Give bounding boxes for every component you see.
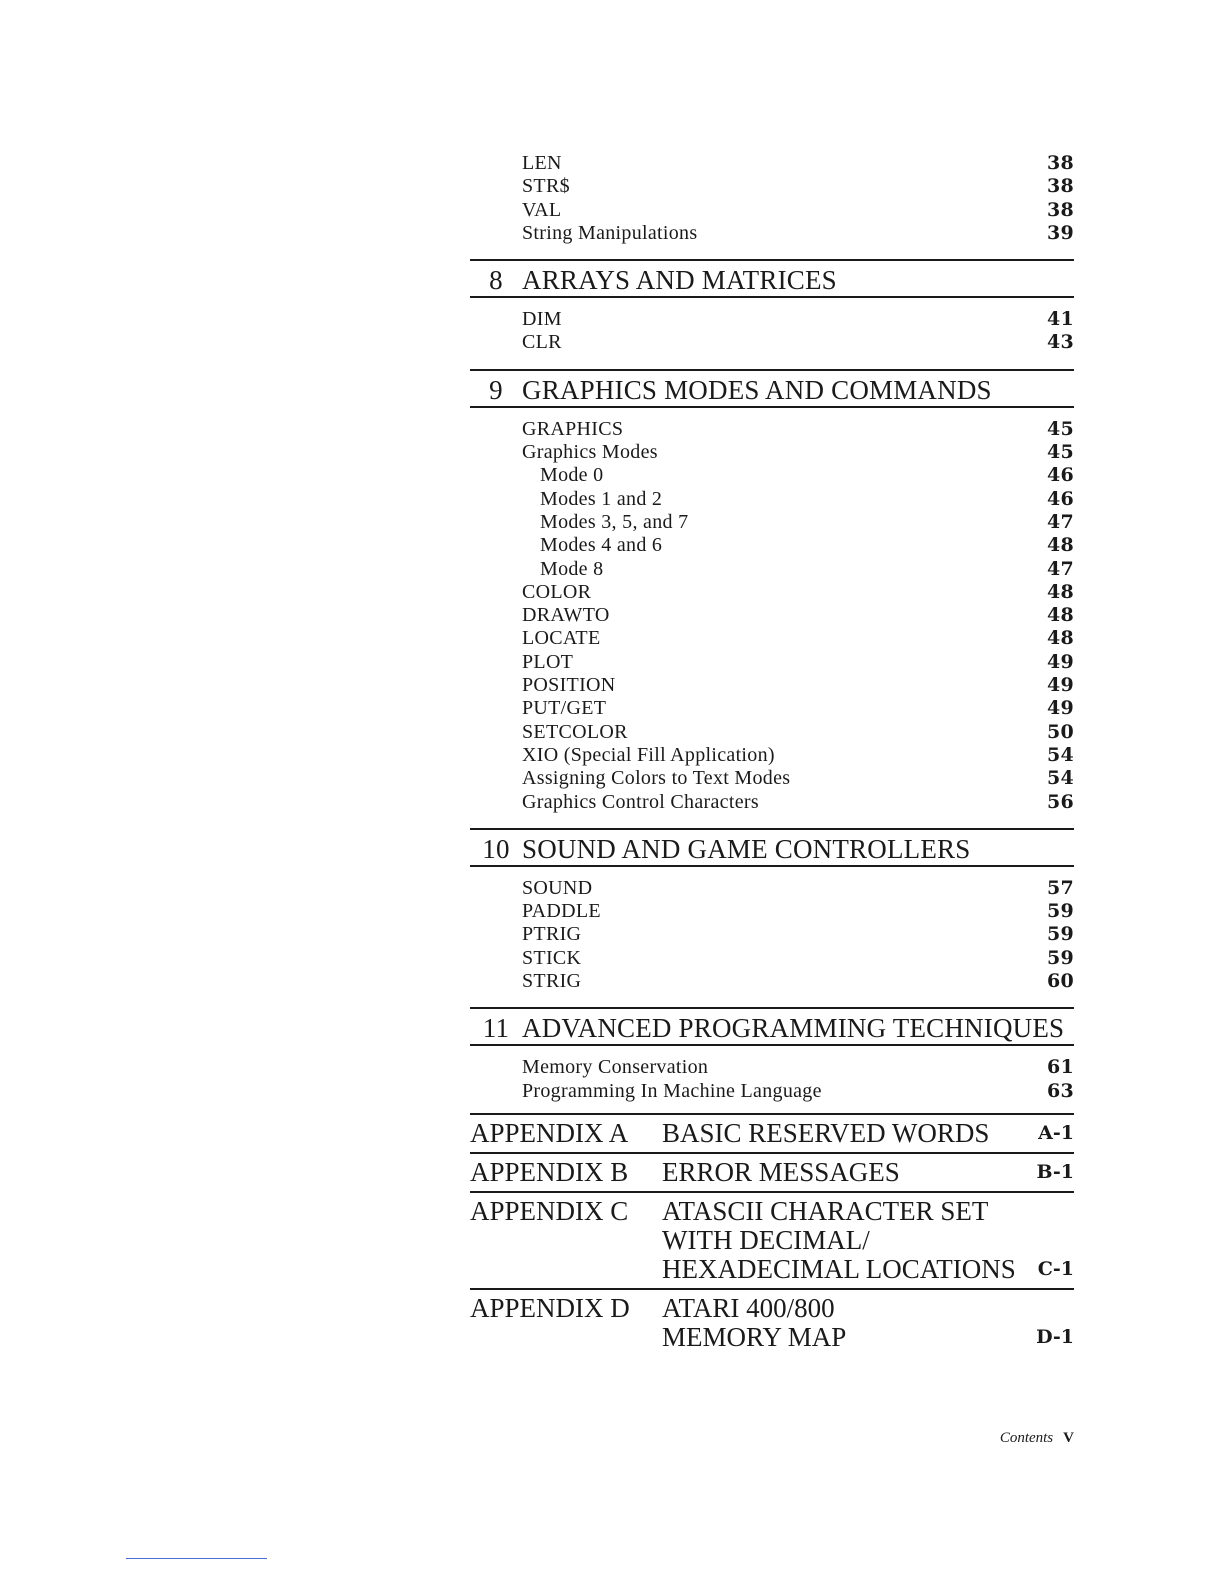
entry-label: Graphics Control Characters bbox=[522, 790, 759, 813]
entry-page-number: 38 bbox=[1046, 175, 1074, 198]
table-of-contents bbox=[470, 152, 1074, 1356]
toc-subentry bbox=[522, 534, 1074, 557]
entry-label: STRIG bbox=[522, 970, 582, 993]
entry-label: Modes 1 and 2 bbox=[540, 487, 663, 510]
appendix-title-line: ATARI 400/800 bbox=[662, 1292, 835, 1323]
toc-entry bbox=[522, 947, 1074, 970]
entry-label: Mode 0 bbox=[540, 464, 604, 487]
toc-entry bbox=[522, 923, 1074, 946]
entry-label: SOUND bbox=[522, 876, 593, 899]
toc-entry bbox=[522, 331, 1074, 354]
appendix-row bbox=[470, 1193, 1074, 1290]
entry-page-number: 49 bbox=[1046, 697, 1074, 720]
appendix-title bbox=[662, 1119, 1034, 1148]
chapter-heading bbox=[470, 1007, 1074, 1046]
entry-label: Programming In Machine Language bbox=[522, 1079, 822, 1102]
appendix-title-line: HEXADECIMAL LOCATIONS bbox=[662, 1253, 1016, 1284]
toc-entry bbox=[522, 1080, 1074, 1103]
toc-subentry bbox=[522, 558, 1074, 581]
toc-entry bbox=[522, 744, 1074, 767]
appendix-title-line: ERROR MESSAGES bbox=[662, 1156, 900, 1187]
entry-page-number: 46 bbox=[1046, 464, 1074, 487]
entry-page-number: 61 bbox=[1046, 1056, 1074, 1079]
entry-page-number: 50 bbox=[1046, 720, 1074, 743]
chapter-heading bbox=[470, 828, 1074, 867]
entry-list bbox=[470, 418, 1074, 814]
appendix-label: APPENDIX C bbox=[470, 1195, 629, 1226]
entry-label: GRAPHICS bbox=[522, 417, 624, 440]
appendix-page-number: A-1 bbox=[1038, 1121, 1074, 1144]
scan-edge-line bbox=[126, 1558, 267, 1559]
entry-label: DRAWTO bbox=[522, 604, 610, 627]
chapter-number: 10 bbox=[482, 833, 510, 864]
entry-label: Mode 8 bbox=[540, 557, 604, 580]
entry-list bbox=[470, 1056, 1074, 1103]
appendix-label: APPENDIX A bbox=[470, 1117, 629, 1148]
entry-label: Modes 4 and 6 bbox=[540, 534, 663, 557]
appendix-page-number: B-1 bbox=[1036, 1160, 1074, 1183]
entry-label: Modes 3, 5, and 7 bbox=[540, 510, 689, 533]
entry-page-number: 47 bbox=[1046, 557, 1074, 580]
toc-entry bbox=[522, 900, 1074, 923]
entry-label: XIO (Special Fill Application) bbox=[522, 743, 775, 766]
chapter-number: 11 bbox=[482, 1013, 510, 1044]
appendix-page-number: D-1 bbox=[1036, 1325, 1074, 1348]
toc-entry bbox=[522, 970, 1074, 993]
toc-entry bbox=[522, 581, 1074, 604]
entry-page-number: 38 bbox=[1046, 152, 1074, 174]
toc-subentry bbox=[522, 511, 1074, 534]
chapter-number: 8 bbox=[489, 265, 503, 296]
appendix-title bbox=[662, 1197, 1034, 1284]
entry-page-number: 46 bbox=[1046, 487, 1074, 510]
entry-page-number: 63 bbox=[1046, 1079, 1074, 1102]
chapter-number: 9 bbox=[489, 374, 503, 405]
entry-page-number: 49 bbox=[1046, 650, 1074, 673]
entry-list bbox=[470, 308, 1074, 355]
appendix-label: APPENDIX B bbox=[470, 1156, 629, 1187]
toc-entry bbox=[522, 627, 1074, 650]
entry-page-number: 38 bbox=[1046, 198, 1074, 221]
entry-page-number: 39 bbox=[1046, 221, 1074, 244]
appendix-row bbox=[470, 1113, 1074, 1154]
toc-entry bbox=[522, 222, 1074, 245]
entry-label: LEN bbox=[522, 152, 562, 174]
entry-page-number: 45 bbox=[1046, 441, 1074, 464]
appendix-page-number: C-1 bbox=[1037, 1257, 1074, 1280]
entry-label: COLOR bbox=[522, 580, 592, 603]
entry-page-number: 54 bbox=[1046, 767, 1074, 790]
entry-label: Assigning Colors to Text Modes bbox=[522, 767, 791, 790]
toc-entry bbox=[522, 697, 1074, 720]
chapter-title: GRAPHICS MODES AND COMMANDS bbox=[522, 374, 992, 405]
entry-page-number: 59 bbox=[1046, 923, 1074, 946]
appendix-title bbox=[662, 1158, 1034, 1187]
entry-label: PADDLE bbox=[522, 900, 601, 923]
toc-subentry bbox=[522, 464, 1074, 487]
entry-label: DIM bbox=[522, 308, 562, 331]
entry-label: PUT/GET bbox=[522, 697, 607, 720]
entry-label: Memory Conservation bbox=[522, 1056, 709, 1079]
entry-list bbox=[470, 152, 1074, 245]
footer-label: Contents bbox=[999, 1430, 1054, 1446]
entry-label: CLR bbox=[522, 331, 562, 354]
toc-entry bbox=[522, 651, 1074, 674]
toc-entry bbox=[522, 175, 1074, 198]
appendix-row bbox=[470, 1154, 1074, 1193]
appendix-title-line: BASIC RESERVED WORDS bbox=[662, 1117, 990, 1148]
toc-entry bbox=[522, 767, 1074, 790]
entry-label: VAL bbox=[522, 198, 562, 221]
toc-entry bbox=[522, 308, 1074, 331]
toc-entry bbox=[522, 674, 1074, 697]
entry-page-number: 49 bbox=[1046, 674, 1074, 697]
appendix-row bbox=[470, 1290, 1074, 1356]
entry-page-number: 59 bbox=[1046, 900, 1074, 923]
toc-entry bbox=[522, 441, 1074, 464]
appendix-title-line: MEMORY MAP bbox=[662, 1321, 847, 1352]
appendix-title bbox=[662, 1294, 1034, 1352]
entry-page-number: 41 bbox=[1046, 308, 1074, 331]
entry-page-number: 59 bbox=[1046, 946, 1074, 969]
chapter-title: ARRAYS AND MATRICES bbox=[522, 265, 837, 296]
entry-page-number: 43 bbox=[1046, 331, 1074, 354]
page-footer bbox=[960, 1430, 1074, 1447]
entry-page-number: 48 bbox=[1046, 627, 1074, 650]
entry-page-number: 60 bbox=[1046, 970, 1074, 993]
entry-page-number: 48 bbox=[1046, 534, 1074, 557]
entry-label: LOCATE bbox=[522, 627, 601, 650]
entry-label: PLOT bbox=[522, 650, 574, 673]
footer-page-number: V bbox=[1063, 1430, 1074, 1446]
entry-page-number: 48 bbox=[1046, 604, 1074, 627]
entry-label: STICK bbox=[522, 946, 582, 969]
toc-entry bbox=[522, 791, 1074, 814]
entry-page-number: 48 bbox=[1046, 580, 1074, 603]
chapter-title: ADVANCED PROGRAMMING TECHNIQUES bbox=[522, 1013, 1065, 1044]
chapter-heading bbox=[470, 259, 1074, 298]
entry-page-number: 45 bbox=[1046, 417, 1074, 440]
entry-list bbox=[470, 877, 1074, 993]
entry-label: PTRIG bbox=[522, 923, 582, 946]
entry-label: POSITION bbox=[522, 674, 616, 697]
toc-subentry bbox=[522, 488, 1074, 511]
chapter-heading bbox=[470, 369, 1074, 408]
toc-entry bbox=[522, 418, 1074, 441]
entry-label: STR$ bbox=[522, 175, 570, 198]
entry-page-number: 47 bbox=[1046, 510, 1074, 533]
toc-entry bbox=[522, 877, 1074, 900]
entry-label: String Manipulations bbox=[522, 221, 698, 244]
entry-page-number: 54 bbox=[1046, 743, 1074, 766]
toc-entry bbox=[522, 721, 1074, 744]
entry-page-number: 57 bbox=[1046, 876, 1074, 899]
toc-entry bbox=[522, 604, 1074, 627]
toc-entry bbox=[522, 152, 1074, 175]
entry-label: Graphics Modes bbox=[522, 441, 658, 464]
appendix-title-line: ATASCII CHARACTER SET bbox=[662, 1195, 989, 1226]
entry-page-number: 56 bbox=[1046, 790, 1074, 813]
toc-entry bbox=[522, 1056, 1074, 1079]
entry-label: SETCOLOR bbox=[522, 720, 628, 743]
chapter-title: SOUND AND GAME CONTROLLERS bbox=[522, 833, 971, 864]
appendix-label: APPENDIX D bbox=[470, 1292, 630, 1323]
toc-entry bbox=[522, 199, 1074, 222]
appendix-title-line: WITH DECIMAL/ bbox=[662, 1224, 870, 1255]
